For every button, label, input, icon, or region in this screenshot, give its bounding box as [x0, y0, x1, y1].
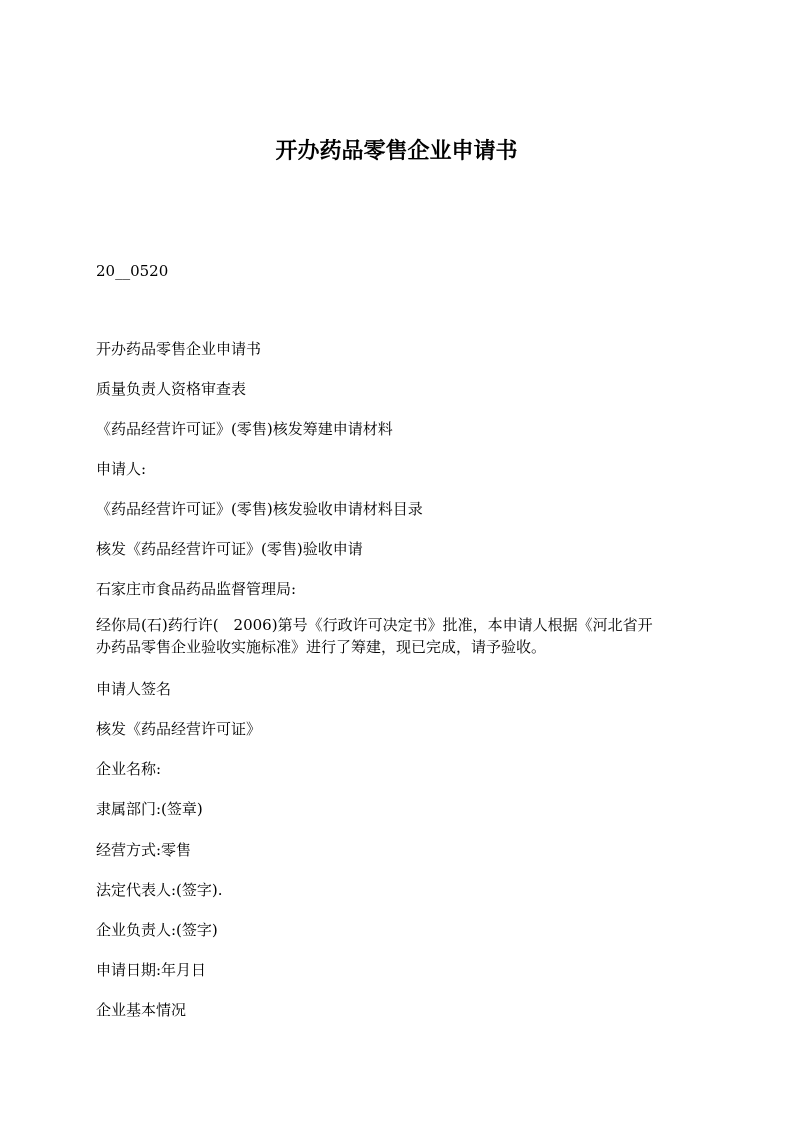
text-line: 《药品经营许可证》(零售)核发筹建申请材料 — [96, 420, 393, 438]
text-line: 质量负责人资格审查表 — [96, 380, 247, 398]
text-line: 申请人: — [96, 460, 147, 478]
paragraph-line: 经你局(石)药行许( 2006)第号《行政许可决定书》批准，本申请人根据《河北省开 — [96, 616, 653, 634]
text-line: 申请日期:年月日 — [96, 961, 207, 979]
text-line: 企业负责人:(签字) — [96, 921, 218, 939]
text-line: 企业名称: — [96, 760, 162, 778]
text-line: 开办药品零售企业申请书 — [96, 340, 262, 358]
text-line: 《药品经营许可证》(零售)核发验收申请材料目录 — [96, 500, 423, 518]
text-line: 申请人签名 — [96, 680, 172, 698]
text-line: 核发《药品经营许可证》 — [96, 720, 262, 738]
document-title: 开办药品零售企业申请书 — [275, 139, 518, 164]
paragraph-line: 办药品零售企业验收实施标准》进行了筹建，现已完成，请予验收。 — [96, 638, 547, 656]
text-line: 核发《药品经营许可证》(零售)验收申请 — [96, 540, 363, 558]
text-line: 经营方式:零售 — [96, 841, 192, 859]
text-line: 企业基本情况 — [96, 1001, 187, 1019]
text-line: 隶属部门:(签章) — [96, 800, 203, 818]
text-line: 石家庄市食品药品监督管理局: — [96, 580, 297, 598]
date-line: 20__0520 — [96, 262, 169, 280]
body-paragraph — [96, 614, 716, 658]
text-line: 法定代表人:(签字). — [96, 881, 223, 899]
